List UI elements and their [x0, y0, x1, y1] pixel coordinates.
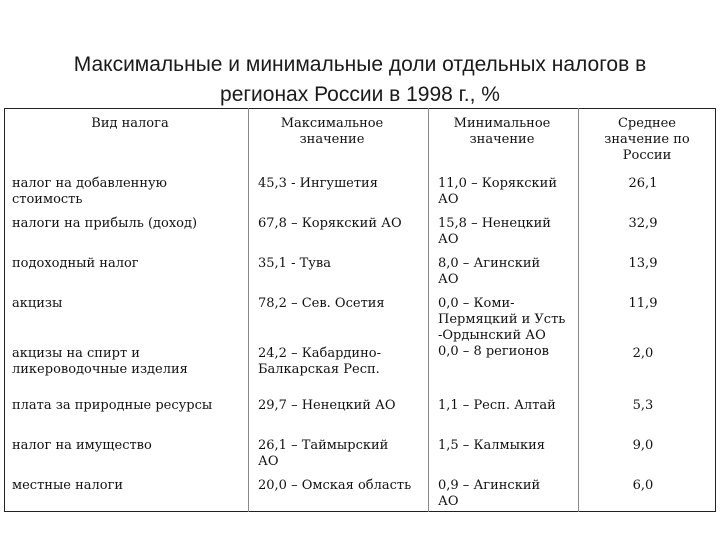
column-divider	[428, 108, 429, 512]
header-avg: Среднее значение по России	[604, 116, 690, 163]
header-min: Минимальное значение	[453, 116, 551, 147]
min-value-cell: 0,0 – 8 регионов	[438, 344, 549, 359]
title-line-1: Максимальные и минимальные доли отдельных налогов в	[73, 53, 647, 76]
tax-type-cell: акцизы	[12, 296, 63, 311]
tax-type-cell: налог на имущество	[12, 438, 152, 453]
min-value-cell: 8,0 – Агинский АО	[438, 256, 541, 287]
title-line-2: регионах России в 1998 г., %	[220, 83, 500, 106]
min-value-cell: 1,1 – Респ. Алтай	[438, 398, 556, 413]
min-value-cell: 0,0 – Коми- Пермяцкий и Усть -Ордынский АО	[438, 296, 566, 343]
avg-value-cell: 13,9	[628, 256, 658, 271]
max-value-cell: 20,0 – Омская область	[258, 478, 412, 493]
max-value-cell: 78,2 – Сев. Осетия	[258, 296, 385, 311]
tax-type-cell: местные налоги	[12, 478, 124, 493]
avg-value-cell: 2,0	[632, 346, 654, 361]
min-value-cell: 11,0 – Корякский АО	[438, 176, 557, 207]
header-tax-type: Вид налога	[91, 116, 169, 131]
tax-type-cell: налоги на прибыль (доход)	[12, 216, 198, 231]
min-value-cell: 0,9 – Агинский АО	[438, 478, 541, 509]
avg-value-cell: 11,9	[628, 296, 658, 311]
tax-type-cell: подоходный налог	[12, 256, 139, 271]
max-value-cell: 24,2 – Кабардино- Балкарская Респ.	[258, 346, 381, 377]
max-value-cell: 26,1 – Таймырский АО	[258, 438, 389, 469]
avg-value-cell: 32,9	[628, 216, 658, 231]
column-divider	[248, 108, 249, 512]
tax-type-cell: акцизы на спирт и ликероводочные изделия	[12, 346, 188, 377]
header-max: Максимальное значение	[280, 116, 384, 147]
max-value-cell: 67,8 – Корякский АО	[258, 216, 402, 231]
avg-value-cell: 6,0	[632, 478, 654, 493]
avg-value-cell: 5,3	[632, 398, 654, 413]
max-value-cell: 35,1 - Тува	[258, 256, 331, 271]
tax-type-cell: налог на добавленную стоимость	[12, 176, 167, 207]
min-value-cell: 1,5 – Калмыкия	[438, 438, 545, 453]
avg-value-cell: 9,0	[632, 438, 654, 453]
max-value-cell: 45,3 - Ингушетия	[258, 176, 378, 191]
slide-title	[0, 50, 720, 110]
column-divider	[578, 108, 579, 512]
max-value-cell: 29,7 – Ненецкий АО	[258, 398, 396, 413]
tax-type-cell: плата за природные ресурсы	[12, 398, 213, 413]
min-value-cell: 15,8 – Ненецкий АО	[438, 216, 551, 247]
avg-value-cell: 26,1	[628, 176, 658, 191]
